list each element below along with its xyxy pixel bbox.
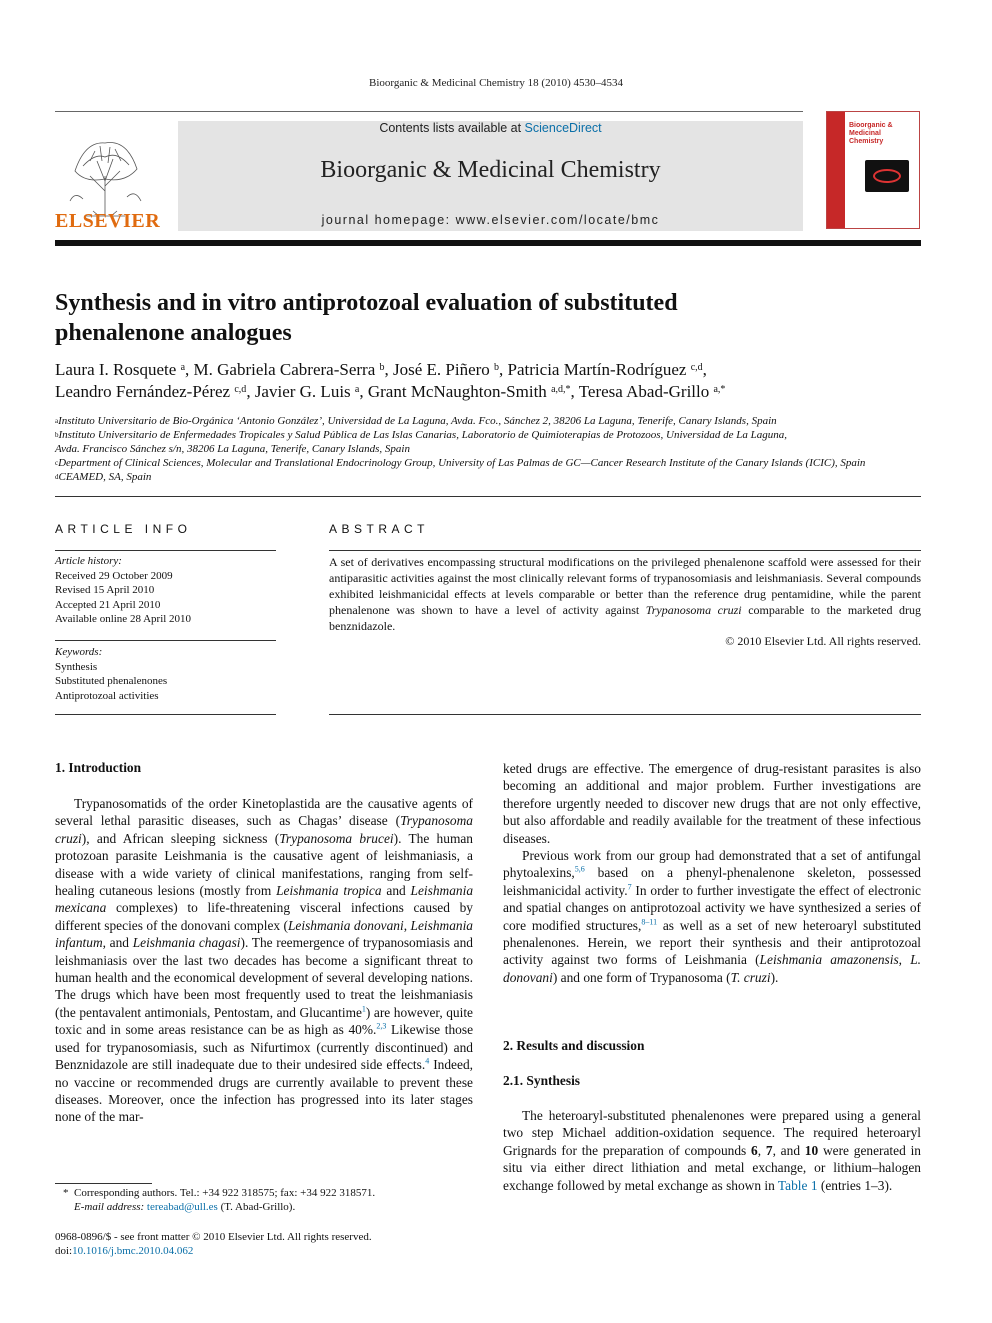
author-affiliation-mark: a,d,* bbox=[551, 384, 571, 395]
history-item: Received 29 October 2009 bbox=[55, 569, 173, 582]
right-column-text bbox=[503, 760, 921, 986]
rule bbox=[55, 714, 276, 715]
journal-name: Bioorganic & Medicinal Chemistry bbox=[320, 157, 661, 183]
rule bbox=[329, 714, 921, 715]
introduction-column bbox=[55, 795, 473, 1126]
article-info-heading: ARTICLE INFO bbox=[55, 522, 192, 536]
cover-red-bar bbox=[827, 112, 845, 228]
paragraph: Previous work from our group had demonstrated that a set of antifungal phytoalexins,$^{5,6}$ based on a phenyl-phenalenone skeleton, possessed leishmanicidal activity.$^7$ In order to further investigate the effect of electronic and spatial changes on antiprotozoal activity we have synthesized a series of core modified structures,$^{8-11}$ as well as a set of new heteroaryl substituted phenalenones. Herein, we report their synthesis and their antiprotozoal activity against two forms of Leishmania (Leishmania amazonensis, L. donovani) and one form of Trypanosoma (T. cruzi). bbox=[503, 848, 922, 985]
header-thick-rule bbox=[55, 240, 921, 246]
footnote-rule bbox=[55, 1183, 152, 1184]
rule bbox=[329, 550, 921, 551]
italic-term: Leishmania mexicana bbox=[55, 883, 474, 916]
keyword-item: Antiprotozoal activities bbox=[55, 689, 159, 702]
divider bbox=[55, 496, 921, 497]
front-matter: 0968-0896/$ - see front matter © 2010 Elsevier Ltd. All rights reserved. doi:10.1016/j.bmc.2010.04.062 bbox=[55, 1231, 372, 1257]
compound-number: 7 bbox=[765, 1142, 773, 1158]
history-item: Available online 28 April 2010 bbox=[55, 613, 192, 625]
history-item: Revised 15 April 2010 bbox=[55, 584, 155, 596]
corresponding-footnote bbox=[55, 1186, 495, 1214]
author-name: Patricia Martín-Rodríguez bbox=[507, 360, 687, 379]
author-name: Leandro Fernández-Pérez bbox=[55, 382, 231, 401]
rule bbox=[55, 640, 276, 641]
abstract-text: A set of derivatives encompassing structural modifications on the privileged phenalenone scaffold were assessed for their antiparasitic activities against the most clinically relevant forms of trypanosomiasis and leishmaniasis. Several compounds exhibited leishmanicidal effects at levels comparable or better than the reference drug pentamidine, while the parent phenalenone was shown to have a level of activity against Trypanosoma cruzi comparable to the marketed drug benznidazole. bbox=[329, 555, 922, 633]
cover-molecule-image bbox=[865, 160, 909, 192]
italic-term: L. donovani bbox=[503, 952, 921, 985]
results-heading: 2. Results and discussion bbox=[503, 1038, 645, 1053]
abstract-copyright: © 2010 Elsevier Ltd. All rights reserved. bbox=[725, 634, 921, 648]
footnote-email: E-mail address: tereabad@ull.es (T. Abad-Grillo). bbox=[74, 1201, 296, 1213]
keyword-list bbox=[55, 660, 276, 704]
article-title: Synthesis and in vitro antiprotozoal evaluation of substituted phenalenone analogues bbox=[55, 290, 678, 346]
author-name: Grant McNaughton-Smith bbox=[367, 382, 547, 401]
italic-term: Leishmania donovani bbox=[287, 917, 404, 933]
italic-term: Trypanosoma cruzi bbox=[55, 813, 473, 846]
synthesis-heading: 2.1. Synthesis bbox=[503, 1073, 581, 1088]
citation-ref[interactable]: 1 bbox=[361, 1004, 366, 1014]
citation-ref[interactable]: 5,6 bbox=[574, 864, 585, 874]
author-affiliation-mark: a,* bbox=[713, 384, 726, 395]
keywords: Keywords: Synthesis Substituted phenalenones Antiprotozoal activities bbox=[55, 645, 276, 703]
affiliation-line: $^a$Instituto Universitario de Bio-Orgánica ‘Antonio González’, Universidad de La Laguna, Avda. Fco., Sánchez 2, 38206 La Laguna, Tenerife, Canary Islands, Spain bbox=[55, 415, 777, 427]
keyword-item: Synthesis bbox=[55, 660, 98, 673]
synthesis-column bbox=[503, 1107, 921, 1194]
synthesis-paragraph: The heteroaryl-substituted phenalenones were prepared using a general two step Michael addition-oxidation sequence. The required heteroaryl Grignards for the preparation of compounds 6, 7, and 10 were generated in situ via either direct lithiation and metal exchange, or lithium–halogen exchange followed by metal exchange as shown in Table 1 (entries 1–3). bbox=[503, 1108, 921, 1193]
author-affiliation-mark: b bbox=[494, 362, 500, 373]
compound-number: 10 bbox=[804, 1142, 819, 1158]
italic-term: Leishmania infantum bbox=[55, 917, 473, 951]
journal-cover-thumbnail bbox=[826, 111, 920, 229]
author-name: José E. Piñero bbox=[393, 360, 490, 379]
sciencedirect-link[interactable]: ScienceDirect bbox=[524, 121, 602, 135]
journal-banner bbox=[178, 121, 803, 231]
citation-ref[interactable]: 7 bbox=[627, 882, 632, 892]
contents-line: Contents lists available at ScienceDirect bbox=[379, 121, 602, 135]
journal-homepage[interactable]: journal homepage: www.elsevier.com/locate/bmc bbox=[321, 213, 660, 227]
header-rule bbox=[55, 111, 803, 112]
citation-ref[interactable]: 8–11 bbox=[641, 917, 658, 927]
intro-paragraph: Trypanosomatids of the order Kinetoplastida are the causative agents of several lethal parasitic diseases, such as Chagas’ disease (Trypanosoma cruzi), and African sleeping sickness (Trypanosoma brucei). The human protozoan parasite Leishmania is the causative agent of leishmaniasis, a disease with a wide variety of clinical manifestations, ranging from self-healing cutaneous lesions (mostly from Leishmania tropica and Leishmania mexicana complexes) to life-threatening visceral infections caused by different species of the donovani complex (Leishmania donovani, Leishmania infantum, and Leishmania chagasi). The reemergence of trypanosomiasis and leishmaniasis over the last two decades has become a significant threat to human health and the economical development of several developing nations. The drugs which have been most frequently used to treat the leishmaniasis (the pentavalent antimonials, Pentostam, and Glucantime$^1$) are however, quite toxic and in some areas resistance can be as high as 40%.$^{2,3}$ Likewise those used for trypanosomiasis, such as Nifurtimox (currently discontinued) and Benznidazole are still inadequate due to their undesired side effects.$^4$ Indeed, no vaccine or recommended drugs are currently available to prevent these diseases. Moreover, once the infection has progressed into its later stages none of the mar- bbox=[55, 796, 474, 1125]
elsevier-wordmark: ELSEVIER bbox=[55, 210, 161, 232]
affiliation-line: $^c$Department of Clinical Sciences, Molecular and Translational Endocrinology Group, University of Las Palmas de GC—Cancer Research Institute of the Canary Islands (ICIC), Spain bbox=[55, 457, 866, 469]
introduction-heading: 1. Introduction bbox=[55, 760, 142, 775]
running-head: Bioorganic & Medicinal Chemistry 18 (2010) 4530–4534 bbox=[369, 77, 623, 89]
author-affiliation-mark: a bbox=[180, 362, 186, 373]
affiliation-line: Avda. Francisco Sánchez s/n, 38206 La Laguna, Tenerife, Canary Islands, Spain bbox=[55, 443, 410, 455]
affiliations bbox=[55, 414, 925, 484]
compound-number: 6 bbox=[751, 1142, 758, 1158]
italic-term: Leishmania chagasi bbox=[132, 935, 241, 951]
affiliation-line: $^b$Instituto Universitario de Enfermedades Tropicales y Salud Pública de Las Islas Canarias, Laboratorio de Quimioterapias de Protozoos, Universidad de La Laguna, bbox=[55, 429, 788, 441]
author-affiliation-mark: c,d bbox=[690, 362, 703, 373]
history-item: Accepted 21 April 2010 bbox=[55, 598, 161, 611]
history-list bbox=[55, 569, 276, 627]
author-name: Javier G. Luis bbox=[254, 382, 351, 401]
abstract-heading: ABSTRACT bbox=[329, 522, 430, 536]
author-name: M. Gabriela Cabrera-Serra bbox=[193, 360, 376, 379]
email-link[interactable]: tereabad@ull.es bbox=[146, 1201, 218, 1213]
italic-term: T. cruzi bbox=[730, 969, 771, 985]
author-affiliation-mark: a bbox=[354, 384, 360, 395]
cover-title: Bioorganic & Medicinal Chemistry bbox=[849, 122, 893, 145]
paragraph: keted drugs are effective. The emergence of drug-resistant parasites is also becoming an additional and major problem. Further investigations are therefore urgently needed to discover new drugs that are not only effective, but also affordable and readily available for the treatment of these infectious diseases. bbox=[503, 761, 921, 846]
citation-ref[interactable]: 2,3 bbox=[376, 1021, 387, 1031]
keyword-item: Substituted phenalenones bbox=[55, 675, 168, 687]
author-name: Laura I. Rosquete bbox=[55, 360, 177, 379]
author-name: Teresa Abad-Grillo bbox=[578, 382, 710, 401]
italic-term: Trypanosoma brucei bbox=[279, 830, 394, 846]
author-line-2: Leandro Fernández-Pérez $^{c,d}$, Javier G. Luis $^a$, Grant McNaughton-Smith $^{a,d,*}$, Teresa Abad-Grillo $^{a,*}$ bbox=[55, 382, 726, 401]
italic-term: Leishmania tropica bbox=[276, 883, 382, 899]
author-list bbox=[55, 359, 921, 403]
rule bbox=[55, 550, 276, 551]
doi-link[interactable]: 10.1016/j.bmc.2010.04.062 bbox=[72, 1245, 194, 1257]
author-line-1: Laura I. Rosquete $^a$, M. Gabriela Cabrera-Serra $^b$, José E. Piñero $^b$, Patricia Martín-Rodríguez $^{c,d}$, bbox=[55, 360, 707, 379]
citation-ref[interactable]: 4 bbox=[425, 1056, 430, 1066]
italic-term: Leishmania amazonensis bbox=[759, 952, 899, 968]
article-history: Article history: Received 29 October 2009 Revised 15 April 2010 Accepted 21 April 2010 Available online 28 April 2010 bbox=[55, 554, 276, 627]
table-link[interactable]: Table 1 bbox=[777, 1177, 818, 1193]
affiliation-line: $^d$CEAMED, SA, Spain bbox=[55, 471, 152, 483]
author-affiliation-mark: b bbox=[379, 362, 385, 373]
footnote-corresponding: * Corresponding authors. Tel.: +34 922 318575; fax: +34 922 318571. bbox=[63, 1187, 376, 1199]
author-affiliation-mark: c,d bbox=[234, 384, 247, 395]
